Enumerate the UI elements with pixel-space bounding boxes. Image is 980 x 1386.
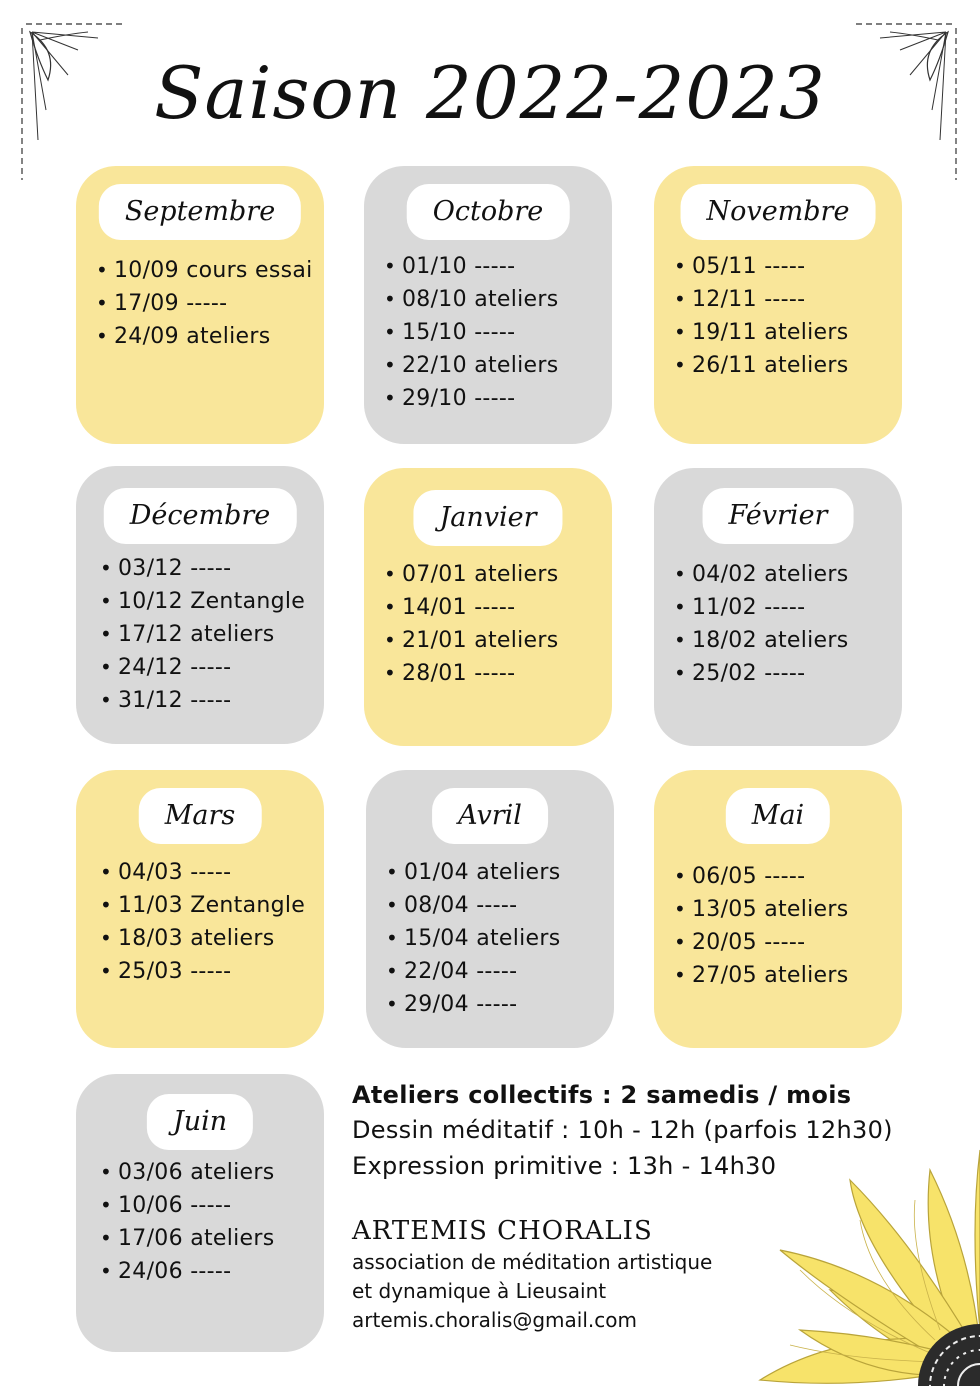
date-item: • 13/05 ateliers — [668, 893, 849, 926]
month-card-juin — [76, 1074, 324, 1352]
date-item: • 26/11 ateliers — [668, 349, 849, 382]
organization-name: ARTEMIS CHORALIS — [352, 1216, 653, 1246]
date-list — [668, 250, 849, 382]
month-label: Décembre — [104, 488, 297, 544]
date-item: • 29/10 ----- — [378, 382, 559, 415]
month-label: Novembre — [681, 184, 876, 240]
date-item: • 05/11 ----- — [668, 250, 849, 283]
date-item: • 10/09 cours essai — [90, 254, 313, 287]
date-item: • 08/04 ----- — [380, 889, 561, 922]
month-card-mai — [654, 770, 902, 1048]
date-item: • 03/12 ----- — [94, 552, 305, 585]
date-item: • 01/04 ateliers — [380, 856, 561, 889]
date-item: • 18/03 ateliers — [94, 922, 305, 955]
date-list — [378, 558, 559, 690]
date-list — [94, 552, 305, 717]
date-item: • 11/02 ----- — [668, 591, 849, 624]
date-item: • 15/04 ateliers — [380, 922, 561, 955]
date-item: • 08/10 ateliers — [378, 283, 559, 316]
organization-description: et dynamique à Lieusaint — [352, 1279, 607, 1303]
month-label: Juin — [147, 1094, 253, 1150]
info-line: Dessin méditatif : 10h - 12h (parfois 12h30) — [352, 1116, 893, 1144]
month-card-decembre — [76, 466, 324, 744]
date-item: • 29/04 ----- — [380, 988, 561, 1021]
date-item: • 01/10 ----- — [378, 250, 559, 283]
date-item: • 04/03 ----- — [94, 856, 305, 889]
date-list — [668, 558, 849, 690]
date-item: • 10/12 Zentangle — [94, 585, 305, 618]
date-item: • 10/06 ----- — [94, 1189, 275, 1222]
date-item: • 31/12 ----- — [94, 684, 305, 717]
page-title: Saison 2022-2023 — [154, 51, 826, 135]
date-list — [380, 856, 561, 1021]
schedule-info — [352, 1078, 952, 1184]
date-item: • 25/02 ----- — [668, 657, 849, 690]
date-list — [94, 1156, 275, 1288]
date-item: • 24/09 ateliers — [90, 320, 313, 353]
organization-description: association de méditation artistique — [352, 1250, 713, 1274]
date-item: • 20/05 ----- — [668, 926, 849, 959]
date-item: • 03/06 ateliers — [94, 1156, 275, 1189]
date-item: • 07/01 ateliers — [378, 558, 559, 591]
month-card-mars — [76, 770, 324, 1048]
date-item: • 17/09 ----- — [90, 287, 313, 320]
date-item: • 15/10 ----- — [378, 316, 559, 349]
date-list — [668, 860, 849, 992]
date-item: • 14/01 ----- — [378, 591, 559, 624]
date-item: • 17/12 ateliers — [94, 618, 305, 651]
date-list — [94, 856, 305, 988]
organization-info — [352, 1214, 772, 1335]
date-item: • 27/05 ateliers — [668, 959, 849, 992]
date-item: • 24/12 ----- — [94, 651, 305, 684]
contact-email: artemis.choralis@gmail.com — [352, 1308, 637, 1332]
date-item: • 21/01 ateliers — [378, 624, 559, 657]
month-label: Février — [703, 488, 854, 544]
month-card-fevrier — [654, 468, 902, 746]
date-list — [378, 250, 559, 415]
month-label: Mai — [726, 788, 830, 844]
date-item: • 22/04 ----- — [380, 955, 561, 988]
date-item: • 28/01 ----- — [378, 657, 559, 690]
month-card-octobre — [364, 166, 612, 444]
date-item: • 06/05 ----- — [668, 860, 849, 893]
month-card-janvier — [364, 468, 612, 746]
date-item: • 11/03 Zentangle — [94, 889, 305, 922]
month-label: Janvier — [413, 490, 562, 546]
info-headline: Ateliers collectifs : 2 samedis / mois — [352, 1081, 852, 1109]
month-card-novembre — [654, 166, 902, 444]
month-label: Septembre — [99, 184, 301, 240]
month-label: Mars — [139, 788, 262, 844]
date-item: • 04/02 ateliers — [668, 558, 849, 591]
date-item: • 24/06 ----- — [94, 1255, 275, 1288]
date-item: • 22/10 ateliers — [378, 349, 559, 382]
date-list — [90, 254, 313, 353]
date-item: • 18/02 ateliers — [668, 624, 849, 657]
date-item: • 17/06 ateliers — [94, 1222, 275, 1255]
date-item: • 19/11 ateliers — [668, 316, 849, 349]
date-item: • 25/03 ----- — [94, 955, 305, 988]
month-card-avril — [366, 770, 614, 1048]
info-line: Expression primitive : 13h - 14h30 — [352, 1152, 777, 1180]
date-item: • 12/11 ----- — [668, 283, 849, 316]
month-card-septembre — [76, 166, 324, 444]
month-label: Avril — [432, 788, 548, 844]
month-label: Octobre — [407, 184, 570, 240]
